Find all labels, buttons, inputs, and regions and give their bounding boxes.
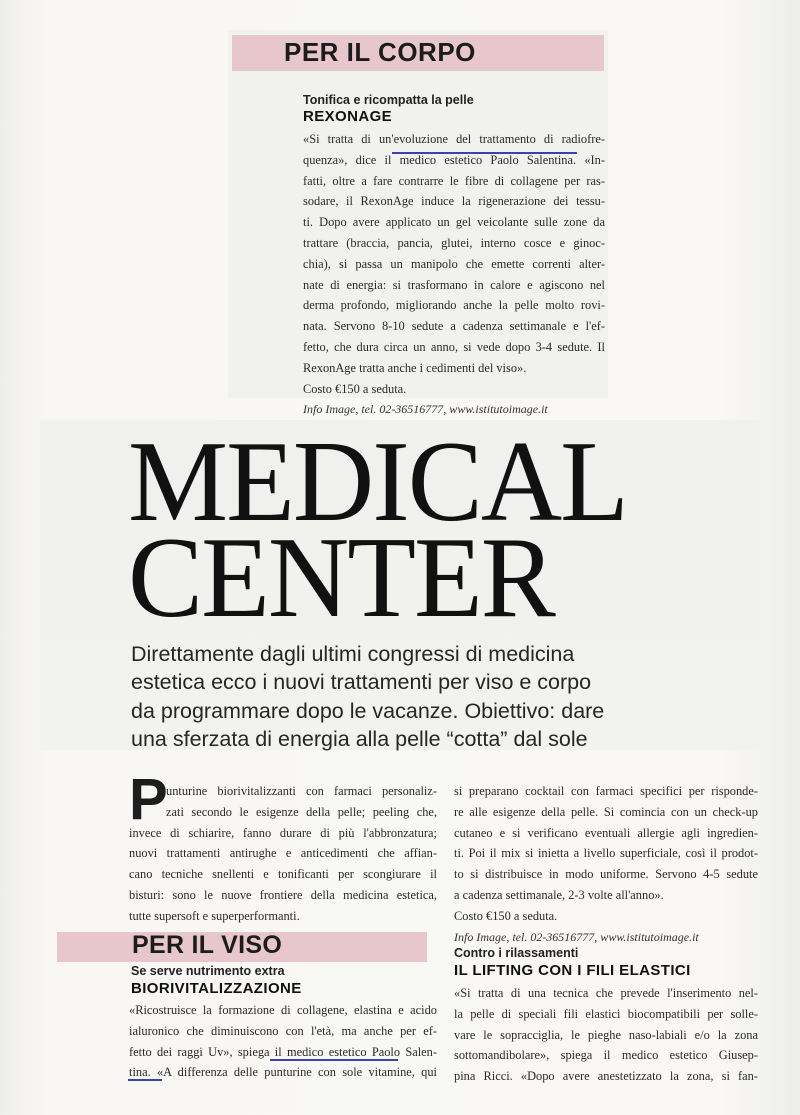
corpo-line-12: RexonAge tratta anche i cedimenti del viso».: [303, 360, 527, 375]
corpo-line-1: «Si tratta di un'evoluzione del trattamento di radiofre-: [303, 132, 605, 146]
corpo-line-5: ti. Dopo avere applicato un gel veicolante sulle zone da: [303, 215, 605, 230]
viso-kicker: Se serve nutrimento extra: [131, 964, 285, 978]
corpo-line-7: chia), si passa un manipolo che emette correnti alter-: [303, 256, 605, 271]
intro-line-3: invece di schiarire, fanno durare di più l'abbronzatura;: [129, 825, 437, 840]
right-cost: Costo €150 a seduta.: [454, 908, 558, 923]
corpo-line-6: trattare (braccia, pancia, glutei, interno cosce e ginoc-: [303, 235, 605, 250]
subtitle-line-2: estetica ecco i nuovi trattamenti per viso e corpo: [131, 670, 592, 695]
corpo-line-9: derma profondo, migliorando anche la pelle molto rovi-: [303, 298, 605, 313]
right-line-3: cutaneo e si verificano eventuali allergie agli ingredien-: [454, 825, 758, 840]
right-line-4: ti. Poi il mix si inietta a livello superficiale, così il prodot-: [454, 846, 758, 861]
subtitle-line-1: Direttamente dagli ultimi congressi di medicina: [131, 642, 575, 666]
corpo-line-10: nata. Servono 8-10 sedute a cadenza settimanale e l'ef-: [303, 319, 605, 334]
intro-line-6: bisturi: sono le nuove frontiere della medicina estetica,: [129, 887, 437, 902]
fili-headline: IL LIFTING CON I FILI ELASTICI: [454, 962, 691, 979]
right-line-5: to si distribuisce in modo uniforme. Servono 4-5 sedute: [454, 867, 758, 882]
intro-line-7: tutte supersoft e superperformanti.: [129, 908, 300, 923]
intro-line-2: zati secondo le esigenze della pelle; peeling che,: [166, 804, 437, 819]
subtitle: [131, 640, 771, 754]
viso-headline: BIORIVITALIZZAZIONE: [131, 980, 302, 997]
section-band-viso: [57, 932, 427, 962]
viso-line-3: fetto dei raggi Uv», spiega il medico estetico Paolo Salen-: [129, 1044, 437, 1059]
corpo-body: [303, 129, 605, 420]
section-title-viso: PER IL VISO: [132, 931, 283, 959]
corpo-line-11: fetto, che dura circa un anno, si vede dopo 3-4 sedute. Il: [303, 339, 605, 354]
corpo-line-3: fatti, oltre a fare contrarre le fibre di collagene per ras-: [303, 173, 605, 188]
right-info: Info Image, tel. 02-36516777, www.istitutoimage.it: [454, 929, 699, 944]
viso-line-2: ialuronico che diminuiscono con l'età, ma anche per ef-: [129, 1023, 437, 1038]
fili-line-3: vare le sopracciglia, le pieghe naso-labiali e/o la zona: [454, 1027, 758, 1042]
subtitle-line-4: una sferzata di energia alla pelle “cotta” dal sole: [131, 727, 588, 752]
viso-line-1: «Ricostruisce la formazione di collagene, elastina e acido: [129, 1003, 437, 1017]
right-column-text: [454, 781, 758, 948]
corpo-cost: Costo €150 a seduta.: [303, 381, 407, 396]
intro-paragraph: [129, 781, 437, 927]
section-title-corpo: PER IL CORPO: [284, 37, 476, 67]
fili-kicker: Contro i rilassamenti: [454, 946, 579, 960]
fili-body: [454, 983, 758, 1087]
corpo-line-2: quenza», dice il medico estetico Paolo Salentina. «In-: [303, 152, 605, 167]
fili-line-1: «Si tratta di una tecnica che prevede l'inserimento nel-: [454, 986, 758, 1000]
subtitle-line-3: da programmare dopo le vacanze. Obiettivo: dare: [131, 698, 605, 723]
viso-underline-2: [128, 1079, 162, 1081]
viso-body: [129, 1000, 437, 1083]
corpo-kicker: Tonifica e ricompatta la pelle: [303, 93, 474, 107]
right-line-2: re alle esigenze della pelle. Si comincia con un check-up: [454, 804, 758, 819]
fili-line-5: pina Ricci. «Dopo avere anestetizzato la zona, si fan-: [454, 1069, 758, 1084]
highlight-underline: [392, 152, 577, 154]
title-line-1: MEDICAL: [128, 418, 627, 546]
section-band-corpo: [232, 35, 604, 71]
right-line-6: a cadenza settimanale, 2-3 volte all'anno».: [454, 887, 664, 902]
title-line-2: CENTER: [128, 514, 554, 642]
viso-underline-1: [270, 1059, 398, 1061]
intro-line-1: unturine biorivitalizzanti con farmaci personaliz-: [166, 784, 437, 798]
fili-line-2: la pelle di speciali fili elastici biocompatibili per solle-: [454, 1006, 758, 1021]
drop-cap: P: [129, 767, 168, 832]
corpo-line-4: sodare, il RexonAge induce la rigenerazione dei tessu-: [303, 194, 605, 209]
corpo-info: Info Image, tel. 02-36516777, www.istitutoimage.it: [303, 402, 548, 417]
right-line-1: si preparano cocktail con farmaci specifici per risponde-: [454, 784, 758, 798]
fili-line-4: sottomandibolare», spiega il medico estetico Giusep-: [454, 1048, 758, 1063]
viso-line-4: tina. «A differenza delle punturine con sole vitamine, qui: [129, 1065, 437, 1080]
corpo-headline: REXONAGE: [303, 108, 393, 125]
corpo-line-8: nate di energia: si trasformano in calore e agiscono nel: [303, 277, 605, 292]
intro-line-4: nuovi trattamenti antirughe e anticedimenti che affian-: [129, 846, 437, 861]
intro-line-5: cano tecniche snellenti e tonificanti per scongiurare il: [129, 867, 437, 882]
